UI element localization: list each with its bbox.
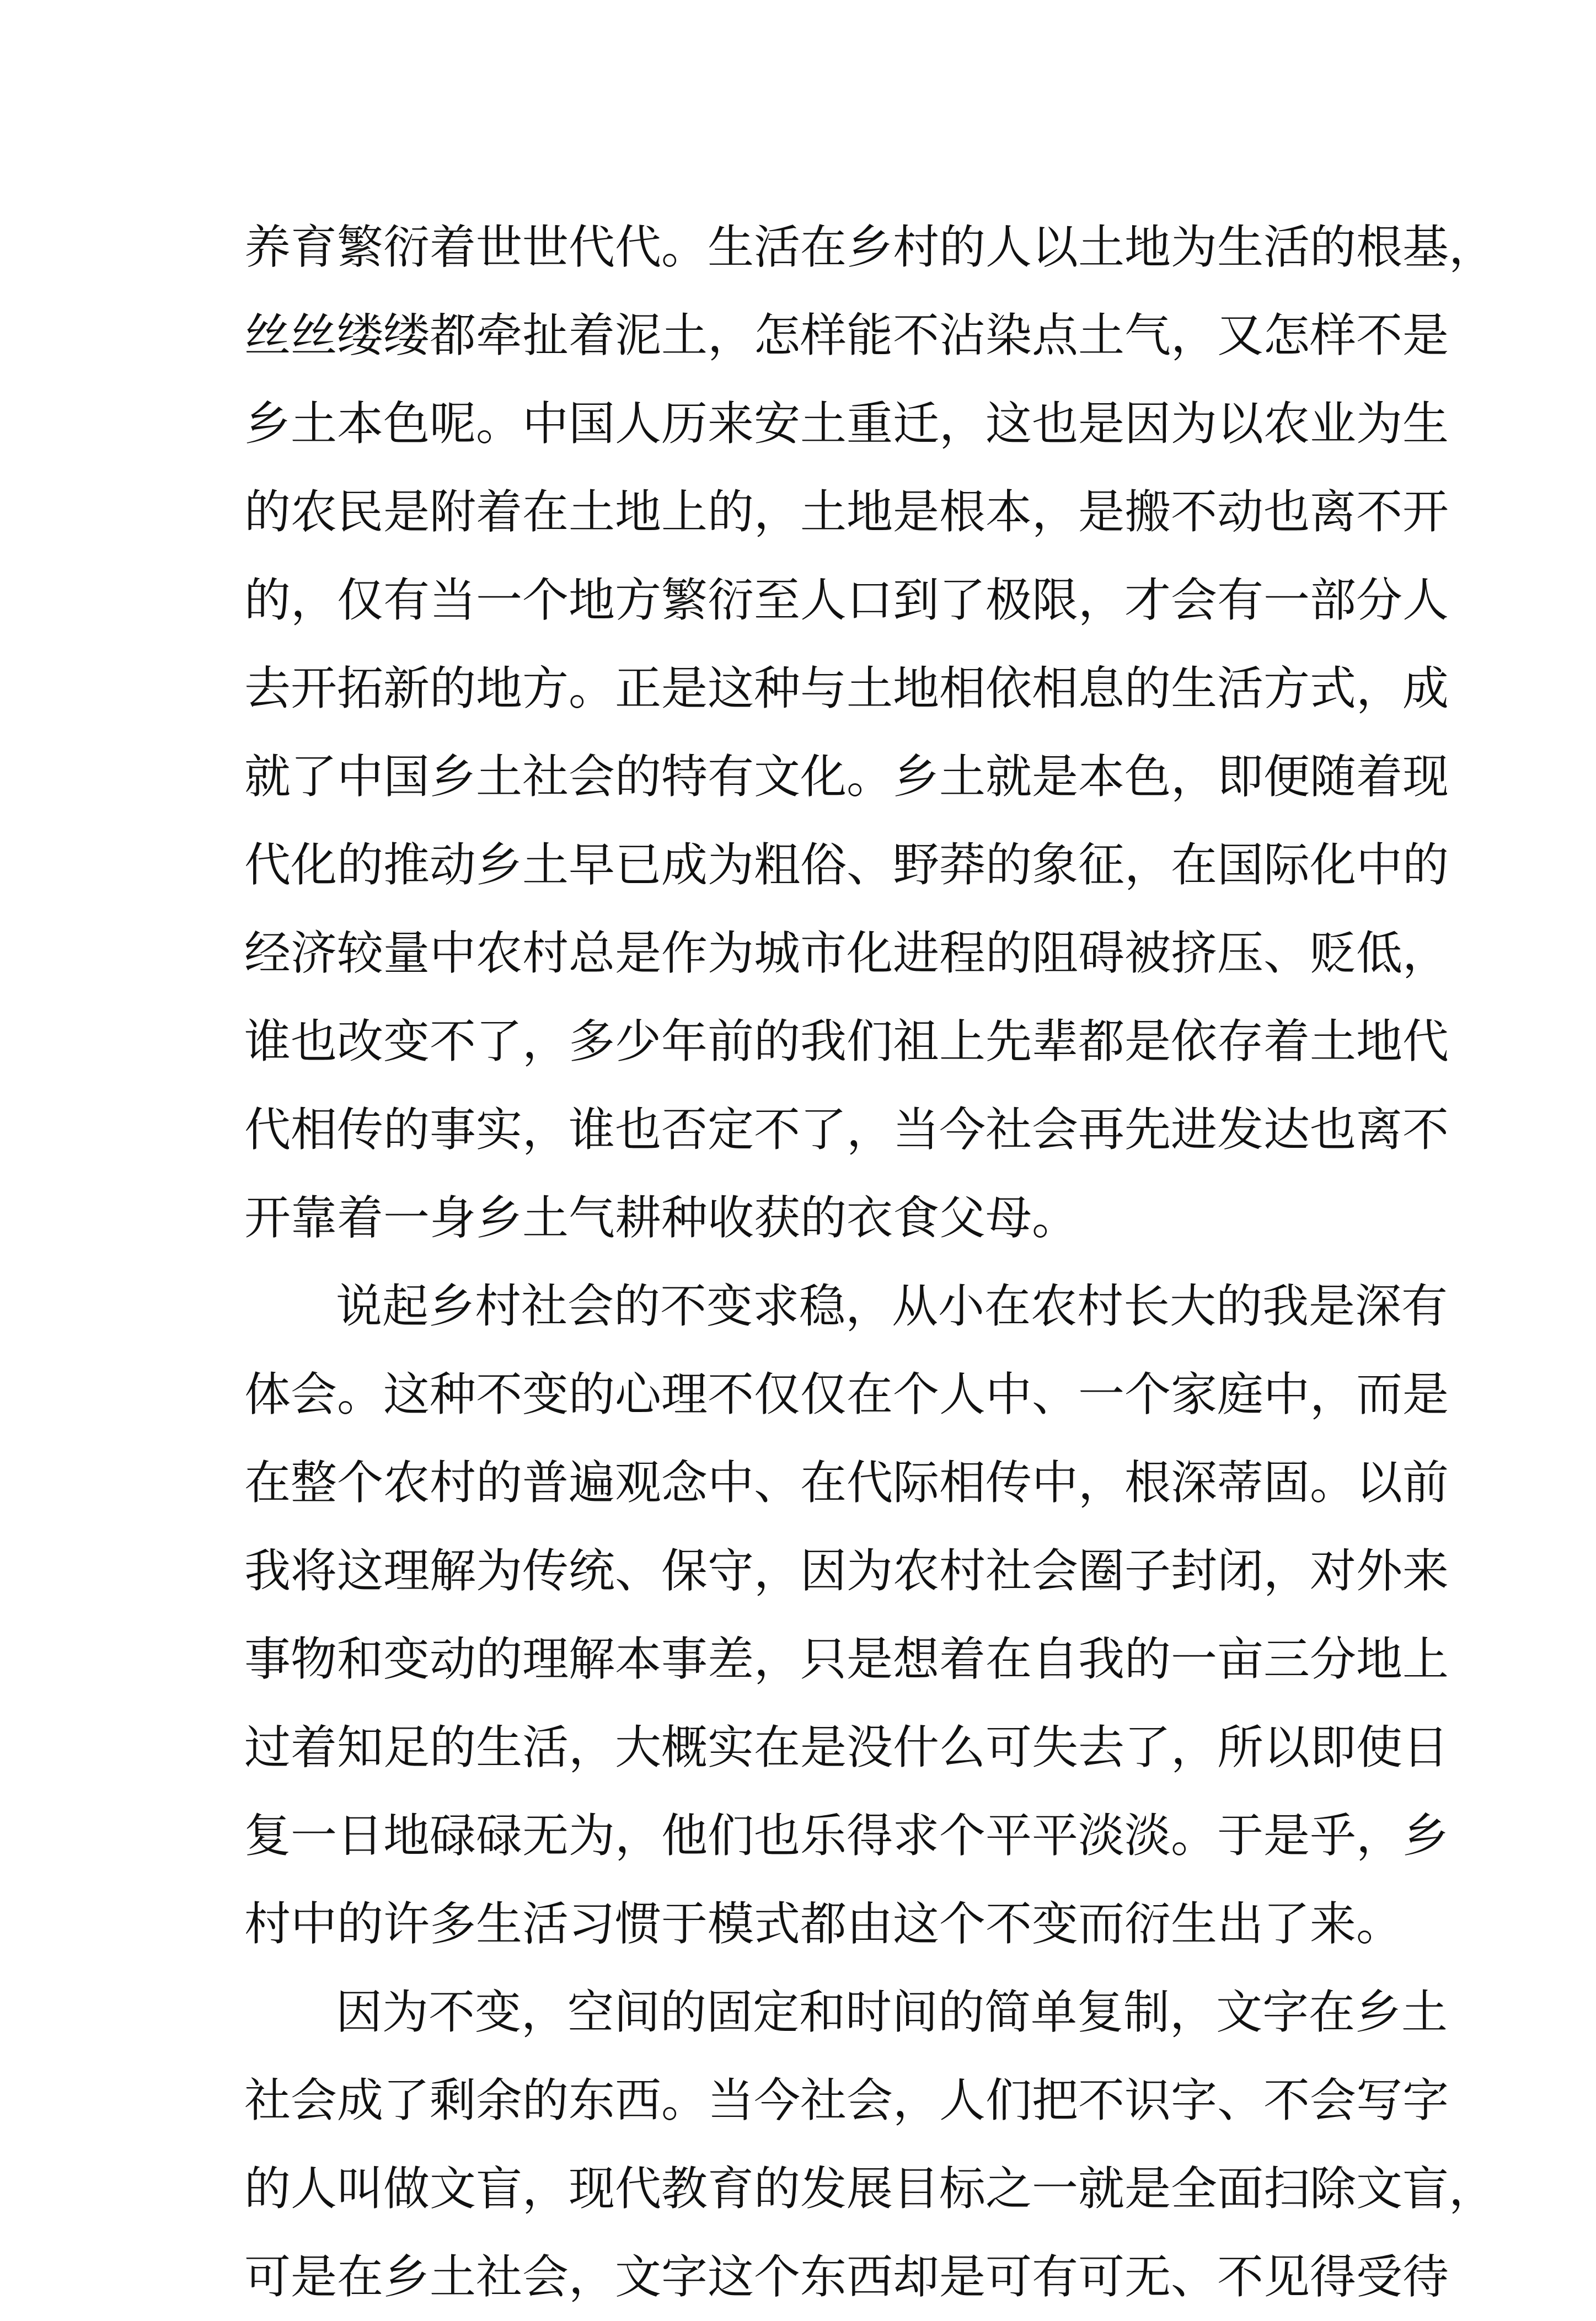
text-line: 经济较量中农村总是作为城市化进程的阻碍被挤压、贬低， bbox=[244, 926, 1449, 980]
text-line: 的农民是附着在土地上的，土地是根本，是搬不动也离不开 bbox=[244, 485, 1449, 539]
text-line: 丝丝缕缕都牵扯着泥土，怎样能不沾染点土气，又怎样不是 bbox=[244, 308, 1449, 362]
text-line: 过着知足的生活，大概实在是没什么可失去了，所以即使日 bbox=[244, 1720, 1449, 1774]
text-line: 谁也改变不了，多少年前的我们祖上先辈都是依存着土地代 bbox=[244, 1014, 1449, 1068]
paragraph-first-line: 因为不变，空间的固定和时间的简单复制，文字在乡土 bbox=[336, 1985, 1448, 2039]
text-line: 社会成了剩余的东西。当今社会，人们把不识字、不会写字 bbox=[244, 2073, 1449, 2127]
text-line: 代化的推动乡土早已成为粗俗、野莽的象征，在国际化中的 bbox=[244, 838, 1449, 892]
text-line: 村中的许多生活习惯于模式都由这个不变而衍生出了来。 bbox=[244, 1897, 1403, 1951]
text-line: 在整个农村的普遍观念中、在代际相传中，根深蒂固。以前 bbox=[244, 1456, 1449, 1510]
text-line: 我将这理解为传统、保守，因为农村社会圈子封闭，对外来 bbox=[244, 1544, 1449, 1598]
text-line: 乡土本色呢。中国人历来安土重迁，这也是因为以农业为生 bbox=[244, 397, 1449, 451]
text-line: 体会。这种不变的心理不仅仅在个人中、一个家庭中，而是 bbox=[244, 1367, 1449, 1421]
text-line: 代相传的事实，谁也否定不了，当今社会再先进发达也离不 bbox=[244, 1103, 1449, 1157]
text-line: 就了中国乡土社会的特有文化。乡土就是本色，即便随着现 bbox=[244, 750, 1449, 804]
text-line: 的，仅有当一个地方繁衍至人口到了极限，才会有一部分人 bbox=[244, 573, 1449, 627]
text-line: 可是在乡土社会，文字这个东西却是可有可无、不见得受待 bbox=[244, 2250, 1449, 2304]
text-line: 的人叫做文盲，现代教育的发展目标之一就是全面扫除文盲， bbox=[244, 2162, 1496, 2216]
paragraph-first-line: 说起乡村社会的不变求稳，从小在农村长大的我是深有 bbox=[336, 1279, 1448, 1333]
text-line: 事物和变动的理解本事差，只是想着在自我的一亩三分地上 bbox=[244, 1632, 1449, 1686]
text-line: 养育繁衍着世世代代。生活在乡村的人以土地为生活的根基， bbox=[244, 220, 1496, 274]
text-line: 开靠着一身乡土气耕种收获的衣食父母。 bbox=[244, 1191, 1079, 1245]
text-line: 复一日地碌碌无为，他们也乐得求个平平淡淡。于是乎，乡 bbox=[244, 1809, 1449, 1863]
text-line: 去开拓新的地方。正是这种与土地相依相息的生活方式，成 bbox=[244, 661, 1449, 715]
